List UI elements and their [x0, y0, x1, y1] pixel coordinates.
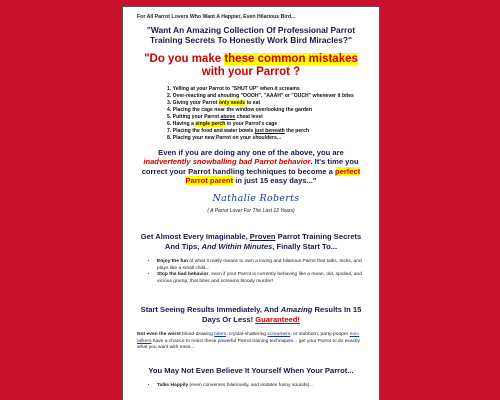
list-item: 1. Yelling at your Parrot to "SHUT UP" when it screams [167, 86, 300, 93]
mistakes-headline-before: "Do you make [144, 53, 225, 66]
topline: For All Parrot Lovers Who Want A Happier, Even Hilarious Bird... [137, 14, 296, 20]
mistakes-headline [137, 53, 365, 79]
sales-page [122, 6, 380, 400]
guaranteed-link[interactable]: Guaranteed! [255, 314, 300, 324]
mistakes-list [167, 86, 365, 142]
snowball-paragraph: Even if you are doing any one of the above, you are inadvertently snowballing bad Parrot behavior. It's time you correct your Parrot handling techniques to become a perfect Parrot parent in just 15 easy days..." [141, 148, 361, 185]
signature: Nathalie Roberts [212, 193, 300, 205]
list-item: • Enjoy the fun of what it really means to own a loving and hilarious Parrot that talks, tricks, and plays like a small child... [157, 259, 365, 272]
mistakes-headline-after: with your Parrot ? [201, 66, 301, 79]
parrot-results-list [149, 383, 365, 389]
benefits-list [149, 259, 365, 285]
list-item: 7. Placing the food and water bowls just beneath the perch [167, 128, 310, 135]
list-item: 3. Giving your Parrot only seeds to eat [167, 100, 261, 107]
list-item: 4. Placing the cage near the window overlooking the garden [167, 107, 312, 114]
signature-caption: ( A Parrot Lover For The Last 12 Years) [207, 208, 295, 215]
quote-headline: "Want An Amazing Collection Of Professional Parrot Training Secrets To Honestly Work Bird Miracles?" [146, 25, 356, 45]
list-item: 8. Placing your new Parrot on your shoulders... [167, 135, 282, 142]
mistakes-headline-highlight: these common mistakes [224, 53, 358, 66]
section-heading-results: Start Seeing Results Immediately, And Amazing Results In 15 Days Or Less! Guaranteed! [140, 305, 362, 324]
list-item: 6. Having a single perch in your Parrot's cage [167, 121, 278, 128]
section-heading-secrets: Get Almost Every Imaginable, Proven Parrot Training Secrets And Tips, And Within Minutes, Finally Start To... [140, 232, 362, 251]
list-item: • Talks Happily (even converses hilariously, and imitates funny sounds)... [157, 383, 365, 389]
list-item: • Stop the bad behavior, even if your Parrot is currently behaving like a mean, old, spoiled, and vicious grump, that bites and screams bloody murder! [157, 272, 365, 285]
list-item: 2. Over-reacting and shouting "OOOH", "AAAH" or "OUCH" whenever it bites [167, 93, 354, 100]
results-paragraph: Not even the worst blood-drawing biters, crystal-shattering screamers, or stubborn, party-pooper non-talkers have a chance to resist these powerful Parrot training techniques... get your Parrot to do exactly what you want with ease... [137, 332, 360, 351]
section-heading-believe: You May Not Even Believe It Yourself When Your Parrot... [148, 365, 354, 375]
list-item: 5. Putting your Parrot above cheat level [167, 114, 263, 121]
